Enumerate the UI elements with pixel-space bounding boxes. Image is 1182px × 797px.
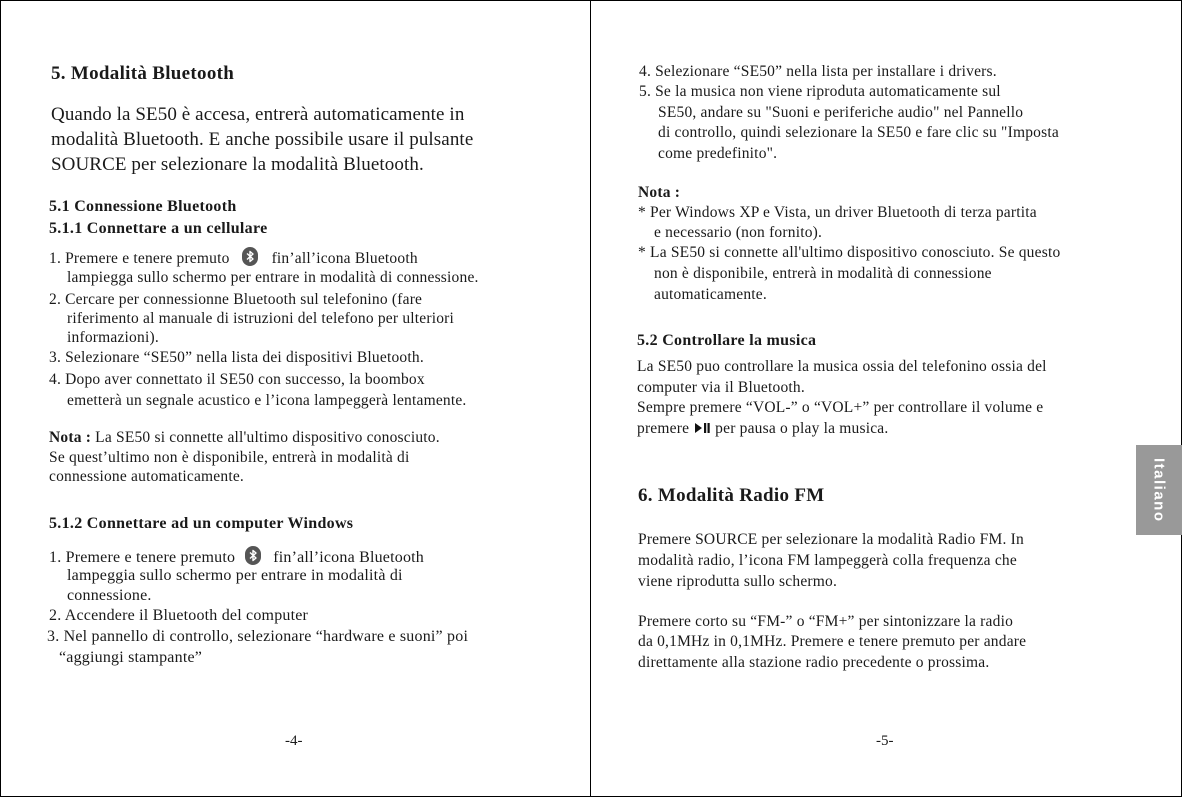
- right-page: [590, 0, 1182, 797]
- language-side-tab: [1136, 445, 1182, 535]
- note-line-4: non è disponibile, entrerà in modalità di connessione: [654, 265, 992, 282]
- pc-item-3-line-1: 3. Nel pannello di controllo, selezionare “hardware e suoni” poi: [47, 628, 469, 645]
- note-line-3: * La SE50 si connette all'ultimo dispositivo conosciuto. Se questo: [638, 244, 1061, 261]
- music-text: per pausa o play la musica.: [715, 420, 889, 437]
- music-text: premere: [637, 420, 690, 437]
- pc-item-2: 2. Accendere il Bluetooth del computer: [49, 607, 309, 624]
- section-6-title: 6. Modalità Radio FM: [638, 485, 825, 506]
- list-item-2-line-2: riferimento al manuale di istruzioni del telefono per ulteriori: [67, 310, 455, 327]
- radio-p2-line-3: direttamente alla stazione radio precedente o prossima.: [638, 654, 990, 671]
- intro-line-1: Quando la SE50 è accesa, entrerà automaticamente in: [51, 104, 465, 125]
- pc-item-4: 4. Selezionare “SE50” nella lista per installare i drivers.: [639, 63, 997, 80]
- pc-item-5-line-4: come predefinito".: [658, 145, 778, 162]
- radio-p1-line-3: viene riprodutta sullo schermo.: [638, 573, 838, 590]
- play-pause-icon: [693, 421, 711, 435]
- list-item-2-line-3: informazioni).: [67, 329, 159, 346]
- radio-p1-line-2: modalità radio, l’icona FM lampeggerà colla frequenza che: [638, 552, 1017, 569]
- list-item-text: 1. Premere e tenere premuto: [49, 549, 236, 566]
- music-line-2: computer via il Bluetooth.: [637, 379, 805, 396]
- note-label: Nota :: [49, 429, 92, 446]
- list-item-4-line-2: emetterà un segnale acustico e l’icona lampeggerà lentamente.: [67, 392, 467, 409]
- section-5-1-1-title: 5.1.1 Connettare a un cellulare: [49, 220, 268, 237]
- radio-p2-line-1: Premere corto su “FM-” o “FM+” per sintonizzare la radio: [638, 613, 1014, 630]
- intro-line-3: SOURCE per selezionare la modalità Bluetooth.: [51, 154, 424, 175]
- list-item-1-line-2: lampiegga sullo schermo per entrare in modalità di connessione.: [67, 269, 479, 286]
- music-line-3: Sempre premere “VOL-” o “VOL+” per controllare il volume e: [637, 399, 1044, 416]
- list-item-text: fin’all’icona Bluetooth: [273, 549, 424, 566]
- pc-item-1-line-3: connessione.: [67, 587, 152, 604]
- music-line-4: [637, 420, 888, 438]
- pc-item-3-line-2: “aggiungi stampante”: [59, 649, 203, 666]
- list-item-4-line-1: 4. Dopo aver connettato il SE50 con successo, la boombox: [49, 371, 425, 388]
- note-line-1: [49, 429, 440, 447]
- section-5-2-title: 5.2 Controllare la musica: [637, 332, 817, 349]
- note-line-1: * Per Windows XP e Vista, un driver Bluetooth di terza partita: [638, 204, 1037, 221]
- note-line-3: connessione automaticamente.: [49, 468, 244, 485]
- radio-p2-line-2: da 0,1MHz in 0,1MHz. Premere e tenere premuto per andare: [638, 633, 1027, 650]
- list-item-3: 3. Selezionare “SE50” nella lista dei dispositivi Bluetooth.: [49, 349, 424, 366]
- radio-p1-line-1: Premere SOURCE per selezionare la modalità Radio FM. In: [638, 531, 1024, 548]
- pc-item-1-line-2: lampeggia sullo schermo per entrare in modalità di: [67, 567, 403, 584]
- list-item-text: fin’all’icona Bluetooth: [271, 250, 418, 267]
- pc-item-5-line-1: 5. Se la musica non viene riproduta automaticamente sul: [639, 83, 1001, 100]
- section-5-1-title: 5.1 Connessione Bluetooth: [49, 198, 237, 215]
- bluetooth-icon: [245, 546, 261, 565]
- list-item-text: 1. Premere e tenere premuto: [49, 250, 230, 267]
- music-line-1: La SE50 puo controllare la musica ossia del telefonino ossia del: [637, 358, 1047, 375]
- page-number-left: -4-: [285, 733, 303, 749]
- note-text: La SE50 si connette all'ultimo dispositivo conosciuto.: [95, 429, 440, 446]
- pc-item-5-line-2: SE50, andare su "Suoni e periferiche audio" nel Pannello: [658, 104, 1024, 121]
- note-line-5: automaticamente.: [654, 286, 767, 303]
- intro-line-2: modalità Bluetooth. E anche possibile usare il pulsante: [51, 129, 474, 150]
- note-line-2: Se quest’ultimo non è disponibile, entrerà in modalità di: [49, 449, 410, 466]
- page-number-right: -5-: [876, 733, 894, 749]
- pc-item-5-line-3: di controllo, quindi selezionare la SE50 e fare clic su "Imposta: [658, 124, 1059, 141]
- note-label: Nota :: [638, 184, 681, 201]
- bluetooth-icon: [242, 247, 258, 266]
- section-5-1-2-title: 5.1.2 Connettare ad un computer Windows: [49, 515, 354, 532]
- language-label: Italiano: [1150, 457, 1168, 523]
- list-item-1-line-1: [49, 247, 418, 268]
- list-item-2-line-1: 2. Cercare per connessionne Bluetooth sul telefonino (fare: [49, 291, 423, 308]
- section-5-title: 5. Modalità Bluetooth: [51, 63, 235, 84]
- note-line-2: e necessario (non fornito).: [654, 224, 823, 241]
- pc-item-1-line-1: [49, 546, 424, 567]
